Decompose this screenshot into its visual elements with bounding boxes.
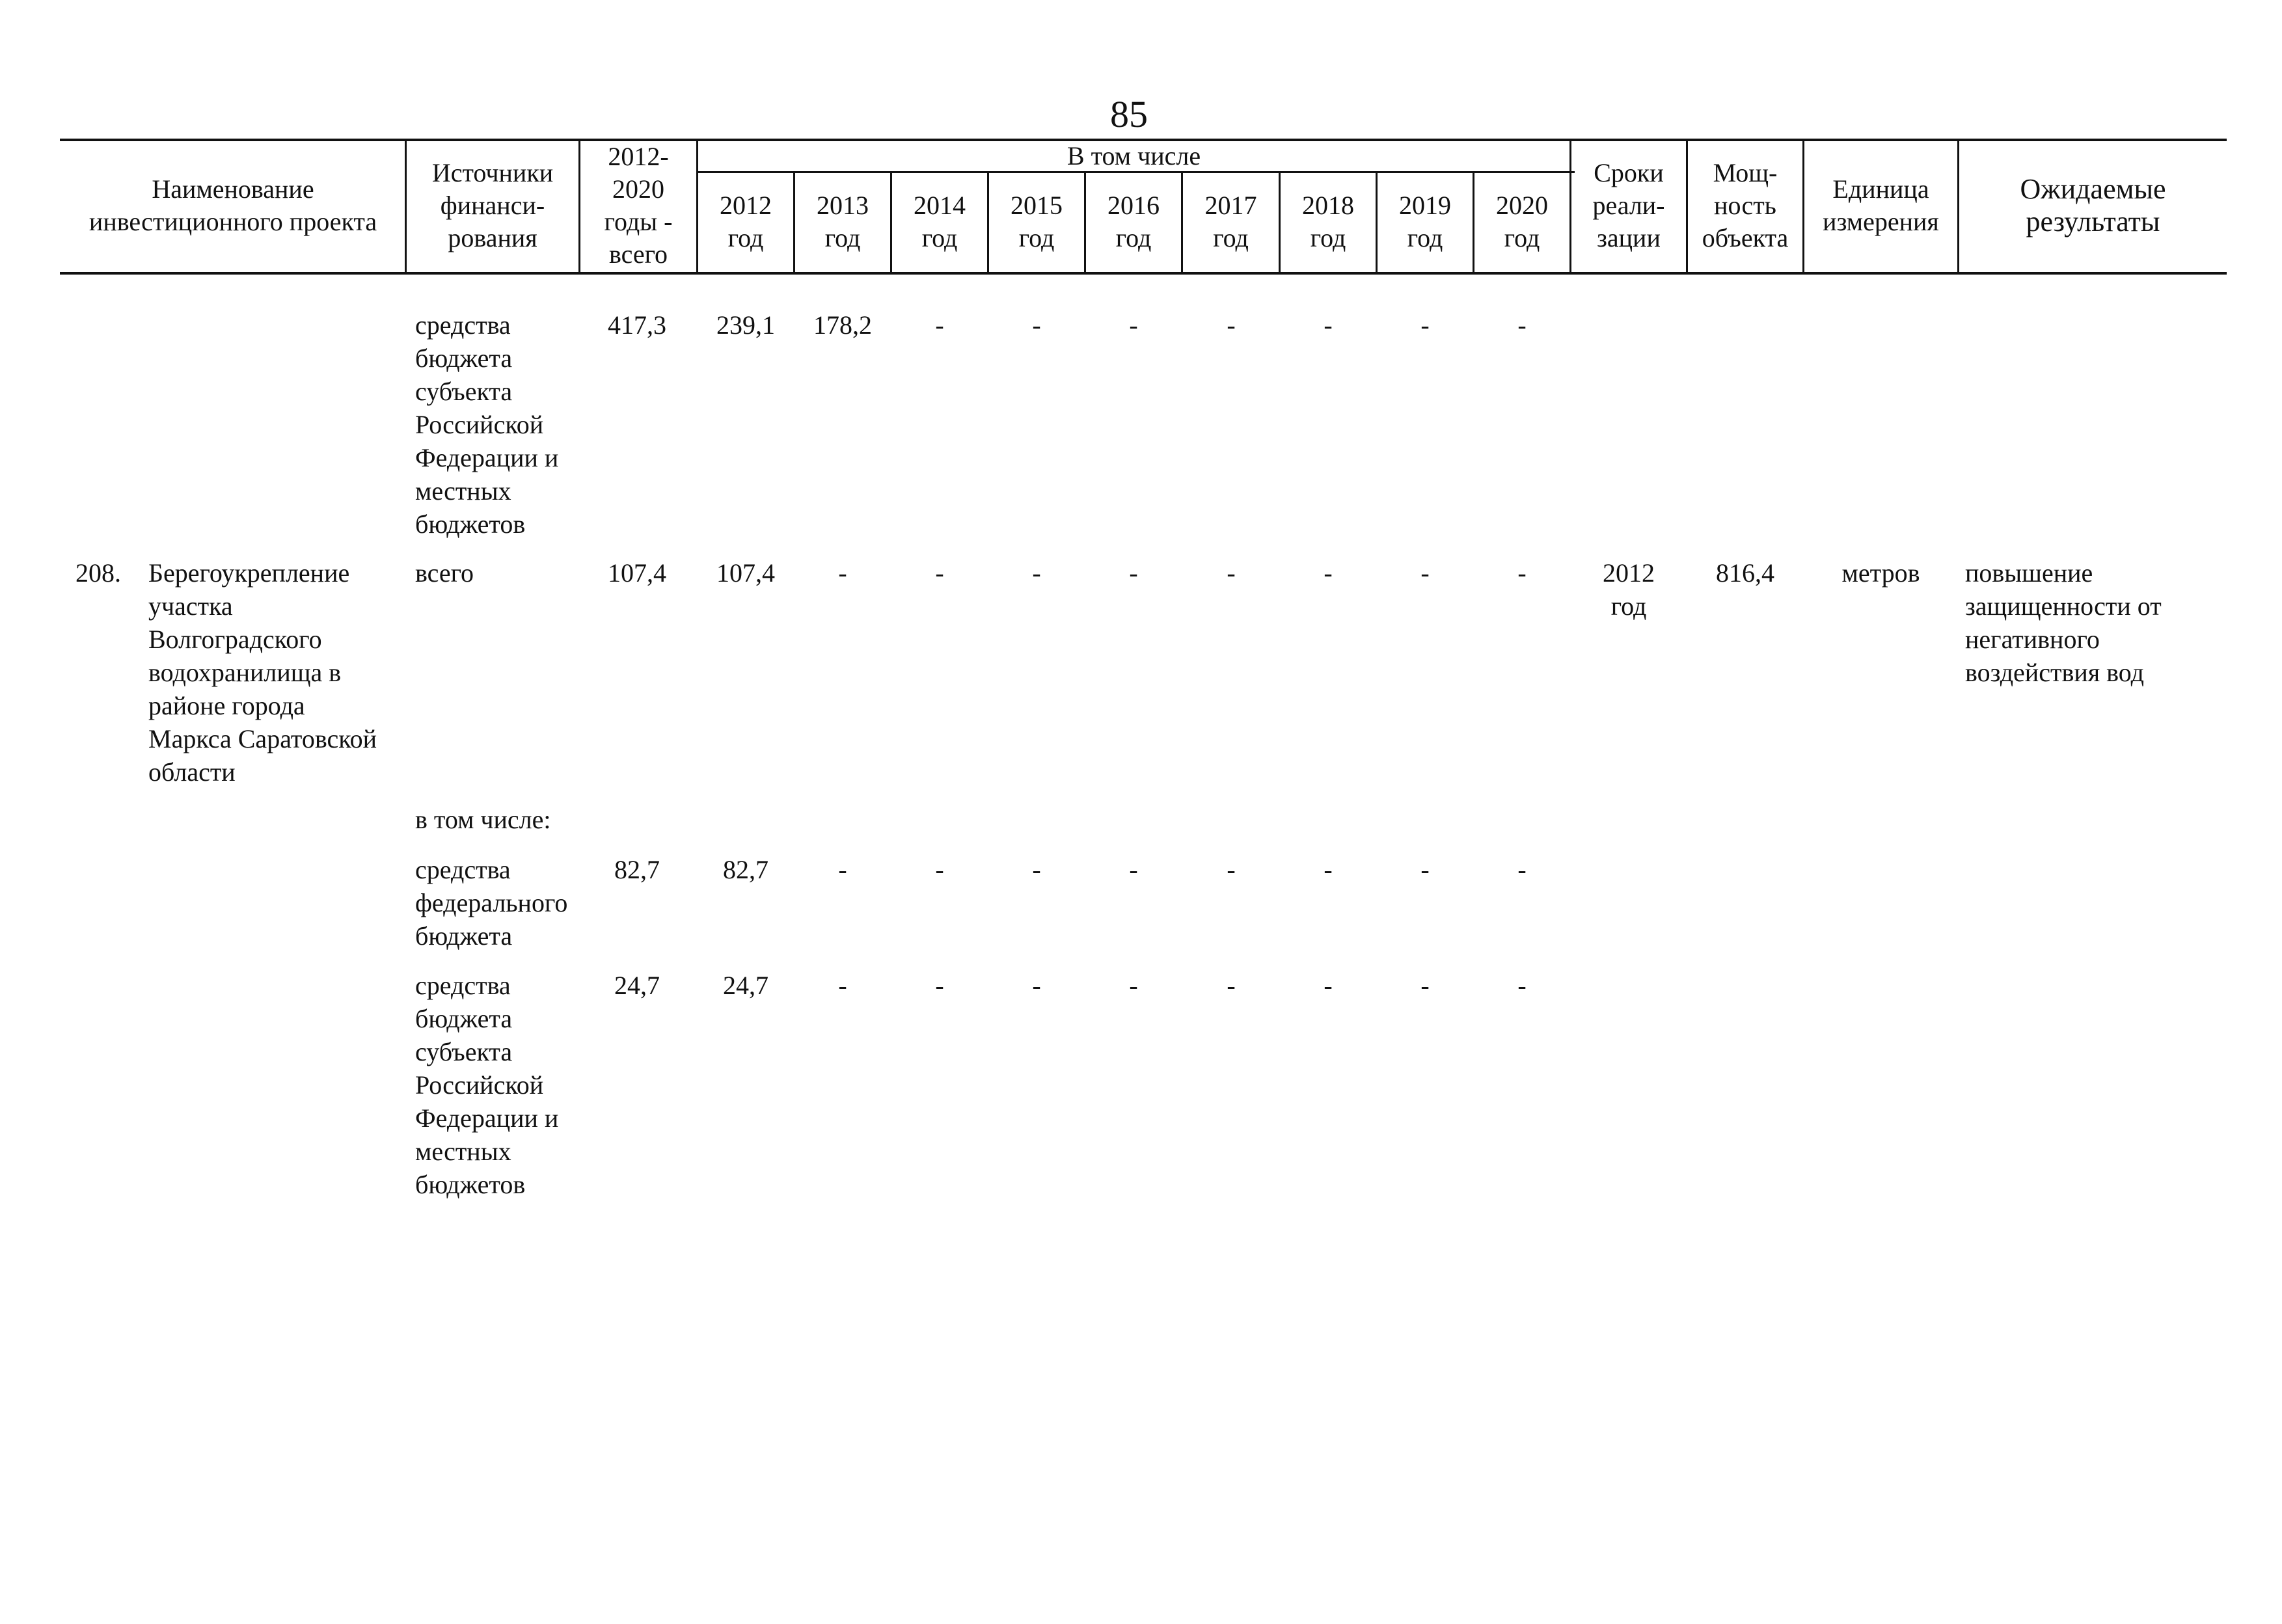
- year-value: -: [1517, 971, 1527, 1000]
- header-year-2012: [698, 173, 793, 271]
- year-value: -: [1227, 558, 1236, 588]
- total-value: 82,7: [614, 855, 660, 884]
- header-capacity: Мощ- ность объекта: [1702, 158, 1789, 252]
- header-year-2013: [795, 173, 890, 271]
- header-results: Ожидаемые результаты: [2020, 173, 2166, 237]
- project-name: Берегоукрепление участка Волгоградского водохранилища в районе города Маркса Саратовской области: [148, 558, 377, 787]
- header-including: В том числе: [1066, 141, 1201, 170]
- funding-source: средства бюджета субъекта Российской Федерации и местных бюджетов: [415, 310, 559, 539]
- year-unit: год: [1115, 223, 1152, 252]
- header-year-2014: [892, 173, 987, 271]
- year-label: 2017: [1204, 191, 1257, 220]
- year-value: -: [1420, 971, 1430, 1000]
- year-value: -: [1420, 558, 1430, 588]
- funding-source: средства федерального бюджета: [415, 855, 568, 951]
- header-project-name: Наименование инвестиционного проекта: [88, 174, 377, 236]
- header-unit: Единица измерения: [1823, 174, 1939, 236]
- year-value: -: [1227, 855, 1236, 884]
- year-value: -: [1227, 971, 1236, 1000]
- year-unit: год: [1504, 223, 1540, 252]
- year-value: -: [935, 558, 944, 588]
- year-value: -: [1517, 558, 1527, 588]
- year-value: -: [838, 855, 847, 884]
- header-total: 2012- 2020 годы - всего: [604, 142, 673, 269]
- year-value: -: [1324, 310, 1333, 340]
- expected-results: повышение защищенности от негативного воздействия вод: [1965, 558, 2162, 687]
- header-year-2020: [1474, 173, 1569, 271]
- year-value: -: [1129, 971, 1138, 1000]
- year-value: -: [838, 558, 847, 588]
- year-unit: год: [824, 223, 861, 252]
- year-value: -: [935, 971, 944, 1000]
- header-year-2016: [1086, 173, 1181, 271]
- header-funding-sources: Источники финанси- рования: [431, 158, 554, 252]
- year-value: -: [1032, 558, 1041, 588]
- header-bottom-rule: [60, 272, 2227, 275]
- year-value: -: [1517, 310, 1527, 340]
- year-value: 24,7: [723, 971, 768, 1000]
- year-value: -: [1420, 855, 1430, 884]
- year-value: -: [1129, 558, 1138, 588]
- year-label: 2012: [720, 191, 772, 220]
- total-value: 417,3: [608, 310, 666, 340]
- year-value: 239,1: [716, 310, 775, 340]
- capacity-value: 816,4: [1716, 558, 1774, 588]
- year-value: -: [1032, 310, 1041, 340]
- measure-unit: метров: [1841, 558, 1920, 588]
- funding-source: средства бюджета субъекта Российской Федерации и местных бюджетов: [415, 971, 559, 1199]
- year-label: 2013: [817, 191, 869, 220]
- year-value: 82,7: [723, 855, 768, 884]
- year-value: -: [1324, 855, 1333, 884]
- year-label: 2014: [914, 191, 966, 220]
- funding-source: в том числе:: [415, 805, 551, 834]
- year-unit: год: [1018, 223, 1055, 252]
- year-value: -: [1420, 310, 1430, 340]
- year-value: -: [1324, 558, 1333, 588]
- header-term: Сроки реали- зации: [1592, 158, 1665, 252]
- header-year-2018: [1281, 173, 1376, 271]
- year-value: -: [1227, 310, 1236, 340]
- year-unit: год: [921, 223, 958, 252]
- year-label: 2019: [1399, 191, 1451, 220]
- year-value: -: [935, 855, 944, 884]
- year-value: -: [1129, 310, 1138, 340]
- year-label: 2020: [1496, 191, 1548, 220]
- page-number: 85: [1110, 93, 1148, 135]
- year-label: 2016: [1107, 191, 1160, 220]
- year-value: -: [1324, 971, 1333, 1000]
- year-unit: год: [1213, 223, 1249, 252]
- total-value: 24,7: [614, 971, 660, 1000]
- year-unit: год: [1310, 223, 1346, 252]
- year-label: 2015: [1011, 191, 1063, 220]
- total-value: 107,4: [608, 558, 666, 588]
- implementation-term: 2012 год: [1603, 558, 1655, 621]
- year-unit: год: [1407, 223, 1443, 252]
- year-value: -: [1517, 855, 1527, 884]
- row-number: 208.: [75, 558, 121, 588]
- year-label: 2018: [1302, 191, 1354, 220]
- year-value: -: [935, 310, 944, 340]
- year-value: -: [1032, 971, 1041, 1000]
- year-value: -: [1032, 855, 1041, 884]
- header-year-2017: [1183, 173, 1279, 271]
- year-value: 178,2: [813, 310, 872, 340]
- funding-source: всего: [415, 558, 474, 588]
- header-year-2015: [989, 173, 1084, 271]
- year-value: -: [1129, 855, 1138, 884]
- year-value: 107,4: [716, 558, 775, 588]
- year-value: -: [838, 971, 847, 1000]
- year-unit: год: [727, 223, 764, 252]
- header-year-2019: [1378, 173, 1473, 271]
